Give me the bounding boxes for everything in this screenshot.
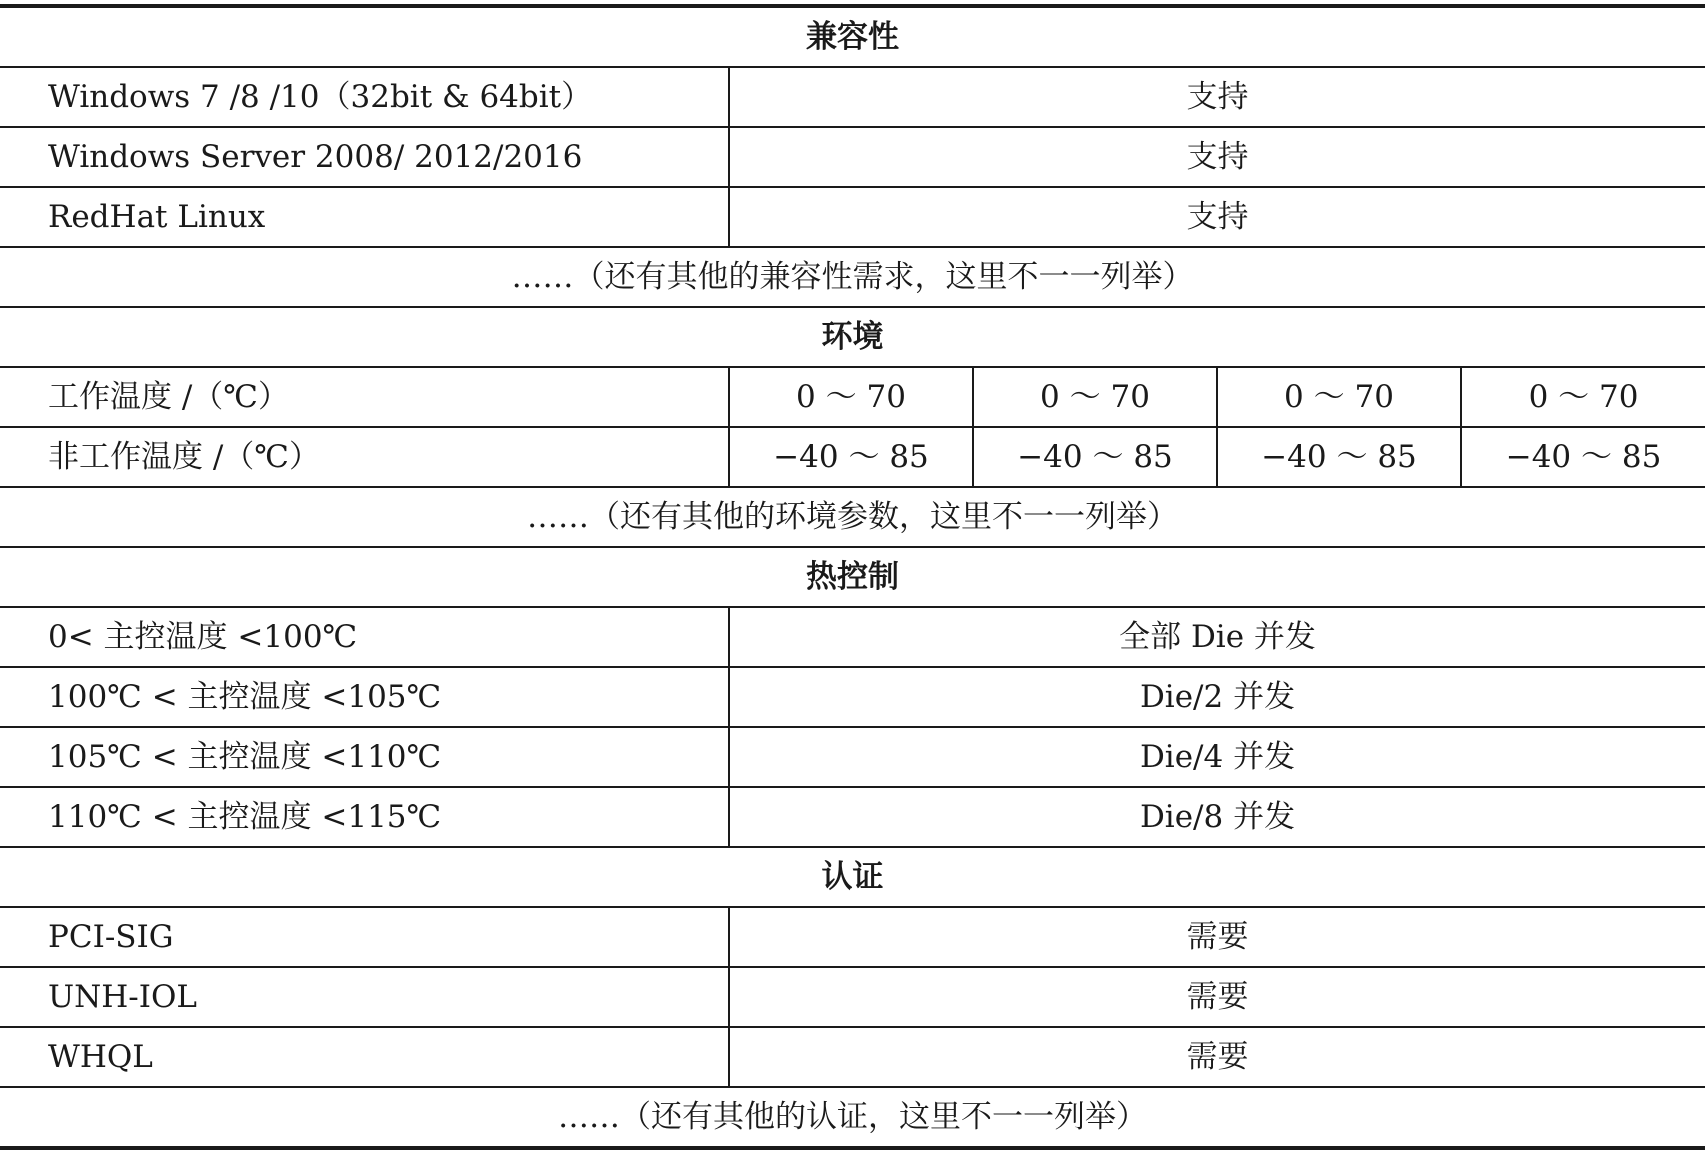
row-label: 0< 主控温度 <100℃ <box>0 607 729 667</box>
certification-note: ……（还有其他的认证，这里不一一列举） <box>0 1087 1705 1148</box>
note-row <box>0 247 1705 307</box>
table-row <box>0 367 1705 427</box>
row-value: 0 ～ 70 <box>973 367 1217 427</box>
row-label: PCI-SIG <box>0 907 729 967</box>
compatibility-note: ……（还有其他的兼容性需求，这里不一一列举） <box>0 247 1705 307</box>
section-header-row <box>0 307 1705 367</box>
row-value: 需要 <box>729 907 1705 967</box>
row-value: 0 ～ 70 <box>1217 367 1461 427</box>
row-value: 支持 <box>729 127 1705 187</box>
section-header-environment: 环境 <box>0 307 1705 367</box>
section-header-row <box>0 547 1705 607</box>
row-value: Die/8 并发 <box>729 787 1705 847</box>
table-row <box>0 67 1705 127</box>
table-row <box>0 967 1705 1027</box>
row-label: Windows Server 2008/ 2012/2016 <box>0 127 729 187</box>
table-row <box>0 1027 1705 1087</box>
row-value: 支持 <box>729 187 1705 247</box>
section-header-certification: 认证 <box>0 847 1705 907</box>
row-label: Windows 7 /8 /10（32bit & 64bit） <box>0 67 729 127</box>
section-header-row <box>0 6 1705 67</box>
row-value: 0 ～ 70 <box>729 367 973 427</box>
row-label: 工作温度 /（℃） <box>0 367 729 427</box>
table-row <box>0 607 1705 667</box>
row-value: Die/2 并发 <box>729 667 1705 727</box>
environment-note: ……（还有其他的环境参数，这里不一一列举） <box>0 487 1705 547</box>
row-label: RedHat Linux <box>0 187 729 247</box>
table-row <box>0 667 1705 727</box>
row-value: −40 ～ 85 <box>973 427 1217 487</box>
row-value: Die/4 并发 <box>729 727 1705 787</box>
table-row <box>0 427 1705 487</box>
table-row <box>0 127 1705 187</box>
table-row <box>0 907 1705 967</box>
row-label: 100℃ < 主控温度 <105℃ <box>0 667 729 727</box>
spec-table <box>0 4 1705 1150</box>
section-header-compatibility: 兼容性 <box>806 18 900 55</box>
section-header-thermal: 热控制 <box>0 547 1705 607</box>
table-row <box>0 727 1705 787</box>
row-value: −40 ～ 85 <box>1217 427 1461 487</box>
section-header-row <box>0 847 1705 907</box>
row-value: 需要 <box>729 1027 1705 1087</box>
row-label: 110℃ < 主控温度 <115℃ <box>0 787 729 847</box>
row-label: 非工作温度 /（℃） <box>0 427 729 487</box>
table-row <box>0 787 1705 847</box>
row-label: 105℃ < 主控温度 <110℃ <box>0 727 729 787</box>
row-value: 全部 Die 并发 <box>729 607 1705 667</box>
row-value: 支持 <box>729 67 1705 127</box>
row-value: 0 ～ 70 <box>1461 367 1705 427</box>
row-value: −40 ～ 85 <box>729 427 973 487</box>
note-row <box>0 1087 1705 1148</box>
row-value: 需要 <box>729 967 1705 1027</box>
row-label: UNH-IOL <box>0 967 729 1027</box>
note-row <box>0 487 1705 547</box>
row-label: WHQL <box>0 1027 729 1087</box>
row-value: −40 ～ 85 <box>1461 427 1705 487</box>
table-row <box>0 187 1705 247</box>
